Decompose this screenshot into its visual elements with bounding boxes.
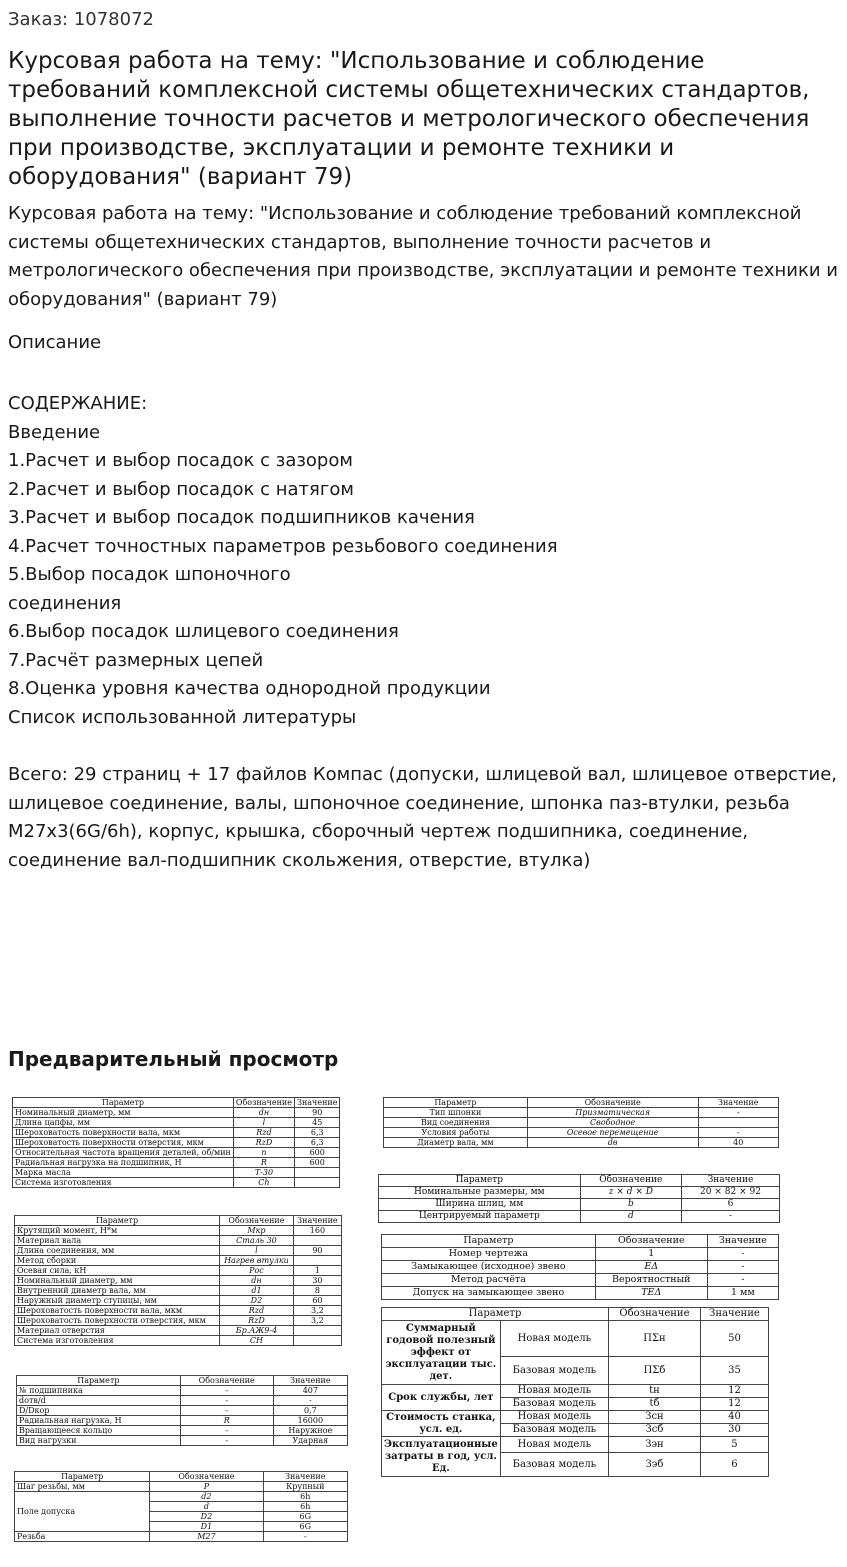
table-row xyxy=(15,1246,342,1256)
table-cell: Срок службы, лет xyxy=(382,1385,501,1411)
table-row xyxy=(382,1248,779,1261)
table-cell: Призматическая xyxy=(527,1108,698,1118)
table-row xyxy=(15,1266,342,1276)
contents-item: 1.Расчет и выбор посадок с зазором xyxy=(8,450,353,471)
table-header: Обозначение xyxy=(150,1472,263,1482)
table-cell: 90 xyxy=(294,1108,340,1118)
table-header: Параметр xyxy=(384,1098,528,1108)
table-cell: Зэн xyxy=(609,1437,701,1453)
table-cell: 12 xyxy=(700,1385,768,1398)
table-cell: Новая модель xyxy=(500,1437,608,1453)
table-row xyxy=(17,1386,348,1396)
table-cell: 3,2 xyxy=(293,1306,341,1316)
preview-table-clearance-fit xyxy=(12,1097,340,1188)
table-cell: № подшипника xyxy=(17,1386,181,1396)
table-cell xyxy=(293,1236,341,1246)
table-cell: 6G xyxy=(263,1522,347,1532)
table-cell: Ударная xyxy=(273,1436,347,1446)
table-row xyxy=(384,1128,779,1138)
table-cell: Суммарный годовой полезный эффект от эксплуатации тыс. дет. xyxy=(382,1321,501,1385)
table-cell: Осевое перемещение xyxy=(527,1128,698,1138)
table-row xyxy=(15,1296,342,1306)
table-cell: d xyxy=(150,1502,263,1512)
table-row xyxy=(17,1436,348,1446)
table-cell xyxy=(294,1168,340,1178)
table-cell: Базовая модель xyxy=(500,1357,608,1385)
table-cell xyxy=(294,1178,340,1188)
table-cell xyxy=(293,1256,341,1266)
description-heading: Описание xyxy=(8,332,102,353)
contents-item: 5.Выбор посадок шпоночного xyxy=(8,564,291,585)
table-cell: Система изготовления xyxy=(13,1178,234,1188)
table-cell: 407 xyxy=(273,1386,347,1396)
table-cell: Эксплуатационные затраты в год, усл. Ед. xyxy=(382,1437,501,1477)
table-header: Параметр xyxy=(17,1376,181,1386)
table-row xyxy=(13,1158,340,1168)
table-cell: ПΣн xyxy=(609,1321,701,1357)
table-cell: 40 xyxy=(700,1411,768,1424)
table-row xyxy=(15,1316,342,1326)
table-cell: 600 xyxy=(294,1158,340,1168)
table-cell: 6,3 xyxy=(294,1138,340,1148)
table-header: Значение xyxy=(273,1376,347,1386)
table-cell: Номинальный диаметр, мм xyxy=(15,1276,220,1286)
table-row xyxy=(13,1108,340,1118)
table-cell: Базовая модель xyxy=(500,1424,608,1437)
table-cell: Зсб xyxy=(609,1424,701,1437)
table-cell: - xyxy=(273,1396,347,1406)
table-cell: Базовая модель xyxy=(500,1453,608,1477)
table-header: Значение xyxy=(707,1235,778,1248)
table-cell: - xyxy=(180,1406,273,1416)
table-cell: Наружное xyxy=(273,1426,347,1436)
work-subtitle: Курсовая работа на тему: "Использование и соблюдение требований комплексной системы общетехнических стандартов, выполнение точности расчетов и метрологического обеспечения при производстве, эксплуатации и ремонте техники и оборудования" (вариант 79) xyxy=(8,203,838,310)
table-header-row xyxy=(384,1098,779,1108)
table-cell: z × d × D xyxy=(580,1187,681,1199)
table-cell: Базовая модель xyxy=(500,1398,608,1411)
table-cell: dотв/d xyxy=(17,1396,181,1406)
table-cell: Внутренний диаметр вала, мм xyxy=(15,1286,220,1296)
table-cell: Т-30 xyxy=(233,1168,294,1178)
table-cell: 6 xyxy=(700,1453,768,1477)
table-cell: Радиальная нагрузка на подшипник, Н xyxy=(13,1158,234,1168)
table-row xyxy=(15,1306,342,1316)
table-cell: Вероятностный xyxy=(595,1274,707,1287)
table-header: Значение xyxy=(700,1308,768,1321)
table-row xyxy=(15,1256,342,1266)
table-of-contents xyxy=(8,390,558,732)
table-row xyxy=(13,1148,340,1158)
table-cell: d1 xyxy=(220,1286,294,1296)
table-cell: M27 xyxy=(150,1532,263,1542)
table-cell: Шероховатость поверхности отверстия, мкм xyxy=(13,1138,234,1148)
table-cell: tб xyxy=(609,1398,701,1411)
table-cell: 0,7 xyxy=(273,1406,347,1416)
table-cell xyxy=(293,1326,341,1336)
table-row xyxy=(17,1396,348,1406)
table-row xyxy=(384,1138,779,1148)
table-cell: Крупный xyxy=(263,1482,347,1492)
table-cell: b xyxy=(580,1199,681,1211)
table-cell: 30 xyxy=(293,1276,341,1286)
table-cell: Свободное xyxy=(527,1118,698,1128)
table-cell: l xyxy=(220,1246,294,1256)
table-cell: Вид нагрузки xyxy=(17,1436,181,1446)
table-cell: 600 xyxy=(294,1148,340,1158)
table-cell: Наружный диаметр ступицы, мм xyxy=(15,1296,220,1306)
table-header-row xyxy=(15,1216,342,1226)
table-header-row xyxy=(382,1308,769,1321)
page-title: Курсовая работа на тему: "Использование и соблюдение требований комплексной системы общетехнических стандартов, выполнение точности расчетов и метрологического обеспечения при производстве, эксплуатации и ремонте техники и оборудования" (вариант 79) xyxy=(8,48,810,190)
table-cell: - xyxy=(707,1248,778,1261)
table-cell: Mкр xyxy=(220,1226,294,1236)
table-header: Значение xyxy=(293,1216,341,1226)
table-cell: Бр.АЖ9-4 xyxy=(220,1326,294,1336)
table-cell: Шероховатость поверхности вала, мкм xyxy=(15,1306,220,1316)
preview-table-bearing xyxy=(16,1375,348,1446)
table-cell: Pос xyxy=(220,1266,294,1276)
table-cell: 6h xyxy=(263,1502,347,1512)
table-cell: Rzd xyxy=(233,1128,294,1138)
table-header: Значение xyxy=(294,1098,340,1108)
table-cell: Крутящий момент, Н*м xyxy=(15,1226,220,1236)
table-header: Обозначение xyxy=(580,1175,681,1187)
table-cell: Ch xyxy=(233,1178,294,1188)
table-cell: Новая модель xyxy=(500,1411,608,1424)
table-cell: 90 xyxy=(293,1246,341,1256)
table-row xyxy=(15,1226,342,1236)
table-row xyxy=(382,1261,779,1274)
table-row xyxy=(13,1128,340,1138)
table-cell: D/Dкор xyxy=(17,1406,181,1416)
table-cell: d xyxy=(580,1211,681,1223)
table-cell: EΔ xyxy=(595,1261,707,1274)
preview-table-spline xyxy=(378,1174,780,1223)
table-cell: - xyxy=(707,1274,778,1287)
table-header: Значение xyxy=(263,1472,347,1482)
preview-table-key xyxy=(383,1097,779,1148)
table-header: Параметр xyxy=(13,1098,234,1108)
table-header-row xyxy=(379,1175,780,1187)
table-row xyxy=(382,1274,779,1287)
table-row xyxy=(17,1406,348,1416)
table-header: Параметр xyxy=(15,1472,150,1482)
table-cell: TEΔ xyxy=(595,1287,707,1300)
table-cell xyxy=(293,1336,341,1346)
table-cell: n xyxy=(233,1148,294,1158)
table-cell: Материал вала xyxy=(15,1236,220,1246)
table-row xyxy=(15,1492,348,1502)
preview-table-thread xyxy=(14,1471,348,1542)
table-cell: Тип шпонки xyxy=(384,1108,528,1118)
table-row xyxy=(382,1411,769,1424)
table-row xyxy=(384,1118,779,1128)
table-row xyxy=(13,1138,340,1148)
table-header: Обозначение xyxy=(233,1098,294,1108)
table-cell: Сталь 30 xyxy=(220,1236,294,1246)
table-header: Обозначение xyxy=(527,1098,698,1108)
table-cell: RzD xyxy=(233,1138,294,1148)
table-cell: Rzd xyxy=(220,1306,294,1316)
table-cell: tн xyxy=(609,1385,701,1398)
table-row xyxy=(382,1321,769,1357)
table-header: Параметр xyxy=(379,1175,581,1187)
contents-item: 2.Расчет и выбор посадок с натягом xyxy=(8,478,354,500)
table-cell: Условия работы xyxy=(384,1128,528,1138)
table-row xyxy=(379,1187,780,1199)
table-cell: 50 xyxy=(700,1321,768,1357)
table-cell: Стоимость станка, усл. ед. xyxy=(382,1411,501,1437)
table-row xyxy=(382,1385,769,1398)
table-row xyxy=(15,1236,342,1246)
table-cell: Зэб xyxy=(609,1453,701,1477)
table-header-row xyxy=(15,1472,348,1482)
table-cell: 5 xyxy=(700,1437,768,1453)
table-cell: 6G xyxy=(263,1512,347,1522)
table-cell: 12 xyxy=(700,1398,768,1411)
table-header-row xyxy=(17,1376,348,1386)
table-cell: 6h xyxy=(263,1492,347,1502)
table-cell: Номинальный диаметр, мм xyxy=(13,1108,234,1118)
table-cell: Номинальные размеры, мм xyxy=(379,1187,581,1199)
table-cell: Диаметр вала, мм xyxy=(384,1138,528,1148)
table-cell: R xyxy=(233,1158,294,1168)
contents-item: 3.Расчет и выбор посадок подшипников качения xyxy=(8,507,475,528)
table-cell: ПΣб xyxy=(609,1357,701,1385)
table-cell: Шероховатость поверхности отверстия, мкм xyxy=(15,1316,220,1326)
table-cell: 1 xyxy=(293,1266,341,1276)
table-row xyxy=(15,1326,342,1336)
table-cell: Шероховатость поверхности вала, мкм xyxy=(13,1128,234,1138)
table-row xyxy=(15,1482,348,1492)
table-cell: Относительная частота вращения деталей, об/мин xyxy=(13,1148,234,1158)
table-row xyxy=(13,1168,340,1178)
table-cell: R xyxy=(180,1416,273,1426)
table-cell: P xyxy=(150,1482,263,1492)
table-cell: 3,2 xyxy=(293,1316,341,1326)
table-cell: - xyxy=(681,1211,779,1223)
order-number: Заказ: 1078072 xyxy=(8,9,154,30)
table-cell: D1 xyxy=(150,1522,263,1532)
table-cell: Осевая сила, кН xyxy=(15,1266,220,1276)
table-cell: Метод сборки xyxy=(15,1256,220,1266)
table-row xyxy=(382,1437,769,1453)
table-cell: dн xyxy=(220,1276,294,1286)
table-cell: Метод расчёта xyxy=(382,1274,596,1287)
table-cell: - xyxy=(180,1386,273,1396)
table-cell: Шаг резьбы, мм xyxy=(15,1482,150,1492)
table-cell: Длина соединения, мм xyxy=(15,1246,220,1256)
table-row xyxy=(13,1178,340,1188)
table-row xyxy=(382,1287,779,1300)
table-header-row xyxy=(382,1235,779,1248)
table-row xyxy=(379,1211,780,1223)
table-cell: D2 xyxy=(150,1512,263,1522)
table-cell: - xyxy=(263,1532,347,1542)
table-cell: Система изготовления xyxy=(15,1336,220,1346)
table-cell: RzD xyxy=(220,1316,294,1326)
table-cell: Зсн xyxy=(609,1411,701,1424)
table-cell: l xyxy=(233,1118,294,1128)
contents-item: Введение xyxy=(8,421,101,443)
contents-item: 7.Расчёт размерных цепей xyxy=(8,649,264,671)
table-cell: - xyxy=(698,1108,779,1118)
table-cell: Поле допуска xyxy=(15,1492,150,1532)
table-cell: - xyxy=(707,1261,778,1274)
table-cell: 1 мм xyxy=(707,1287,778,1300)
contents-item: Список использованной литературы xyxy=(8,706,357,728)
table-cell: - xyxy=(180,1396,273,1406)
table-cell: Новая модель xyxy=(500,1385,608,1398)
table-header: Значение xyxy=(698,1098,779,1108)
table-cell: 160 xyxy=(293,1226,341,1236)
table-cell: Новая модель xyxy=(500,1321,608,1357)
table-cell: Нагрев втулки xyxy=(220,1256,294,1266)
table-row xyxy=(379,1199,780,1211)
table-header: Параметр xyxy=(382,1235,596,1248)
table-row xyxy=(384,1108,779,1118)
table-header: Значение xyxy=(681,1175,779,1187)
table-cell: D2 xyxy=(220,1296,294,1306)
table-header-row xyxy=(13,1098,340,1108)
table-row xyxy=(15,1286,342,1296)
table-row xyxy=(15,1276,342,1286)
table-cell: 8 xyxy=(293,1286,341,1296)
table-cell: Замыкающее (исходное) звено xyxy=(382,1261,596,1274)
table-header: Параметр xyxy=(382,1308,609,1321)
table-cell: - xyxy=(180,1436,273,1446)
contents-item: соединения xyxy=(8,592,122,614)
table-header: Параметр xyxy=(15,1216,220,1226)
table-cell: 30 xyxy=(700,1424,768,1437)
preview-table-quality xyxy=(381,1307,769,1477)
table-row xyxy=(17,1426,348,1436)
table-cell: 1 xyxy=(595,1248,707,1261)
table-cell: Материал отверстия xyxy=(15,1326,220,1336)
table-cell: 20 × 82 × 92 xyxy=(681,1187,779,1199)
table-cell: 35 xyxy=(700,1357,768,1385)
table-cell: Марка масла xyxy=(13,1168,234,1178)
table-cell: 6,3 xyxy=(294,1128,340,1138)
table-row xyxy=(17,1416,348,1426)
table-cell: Ширина шлиц, мм xyxy=(379,1199,581,1211)
preview-table-dimension-chain xyxy=(381,1234,779,1300)
table-cell xyxy=(698,1118,779,1128)
table-cell: - xyxy=(698,1128,779,1138)
table-cell: d2 xyxy=(150,1492,263,1502)
table-cell: Вид соединения xyxy=(384,1118,528,1128)
contents-item: 8.Оценка уровня качества однородной продукции xyxy=(8,678,491,699)
table-header: Обозначение xyxy=(220,1216,294,1226)
table-cell: 60 xyxy=(293,1296,341,1306)
table-cell: 45 xyxy=(294,1118,340,1128)
contents-heading: СОДЕРЖАНИЕ: xyxy=(8,393,148,414)
contents-item: 4.Расчет точностных параметров резьбового соединения xyxy=(8,535,558,557)
table-cell: Вращающееся кольцо xyxy=(17,1426,181,1436)
contents-item: 6.Выбор посадок шлицевого соединения xyxy=(8,621,399,642)
table-cell: 16000 xyxy=(273,1416,347,1426)
table-cell: Длина цапфы, мм xyxy=(13,1118,234,1128)
table-cell: Центрируемый параметр xyxy=(379,1211,581,1223)
table-cell: Допуск на замыкающее звено xyxy=(382,1287,596,1300)
table-cell: dн xyxy=(233,1108,294,1118)
table-header: Обозначение xyxy=(180,1376,273,1386)
table-cell: CH xyxy=(220,1336,294,1346)
table-cell: Резьба xyxy=(15,1532,150,1542)
table-cell: 6 xyxy=(681,1199,779,1211)
total-summary: Всего: 29 страниц + 17 файлов Компас (допуски, шлицевой вал, шлицевое отверстие, шлицевое соединение, валы, шпоночное соединение, шпонка паз-втулки, резьба М27х3(6G/6h), корпус, крышка, сборочный чертеж подшипника, соединение, соединение вал-подшипник скольжения, отверстие, втулка) xyxy=(8,764,838,871)
table-cell: dв xyxy=(527,1138,698,1148)
table-cell: Номер чертежа xyxy=(382,1248,596,1261)
table-row xyxy=(15,1532,348,1542)
table-header: Обозначение xyxy=(609,1308,701,1321)
table-cell: Радиальная нагрузка, Н xyxy=(17,1416,181,1426)
table-cell: 40 xyxy=(698,1138,779,1148)
table-cell: - xyxy=(180,1426,273,1436)
table-header: Обозначение xyxy=(595,1235,707,1248)
table-row xyxy=(15,1336,342,1346)
preview-table-interference-fit xyxy=(14,1215,342,1346)
table-row xyxy=(13,1118,340,1128)
preview-heading: Предварительный просмотр xyxy=(8,1047,339,1071)
